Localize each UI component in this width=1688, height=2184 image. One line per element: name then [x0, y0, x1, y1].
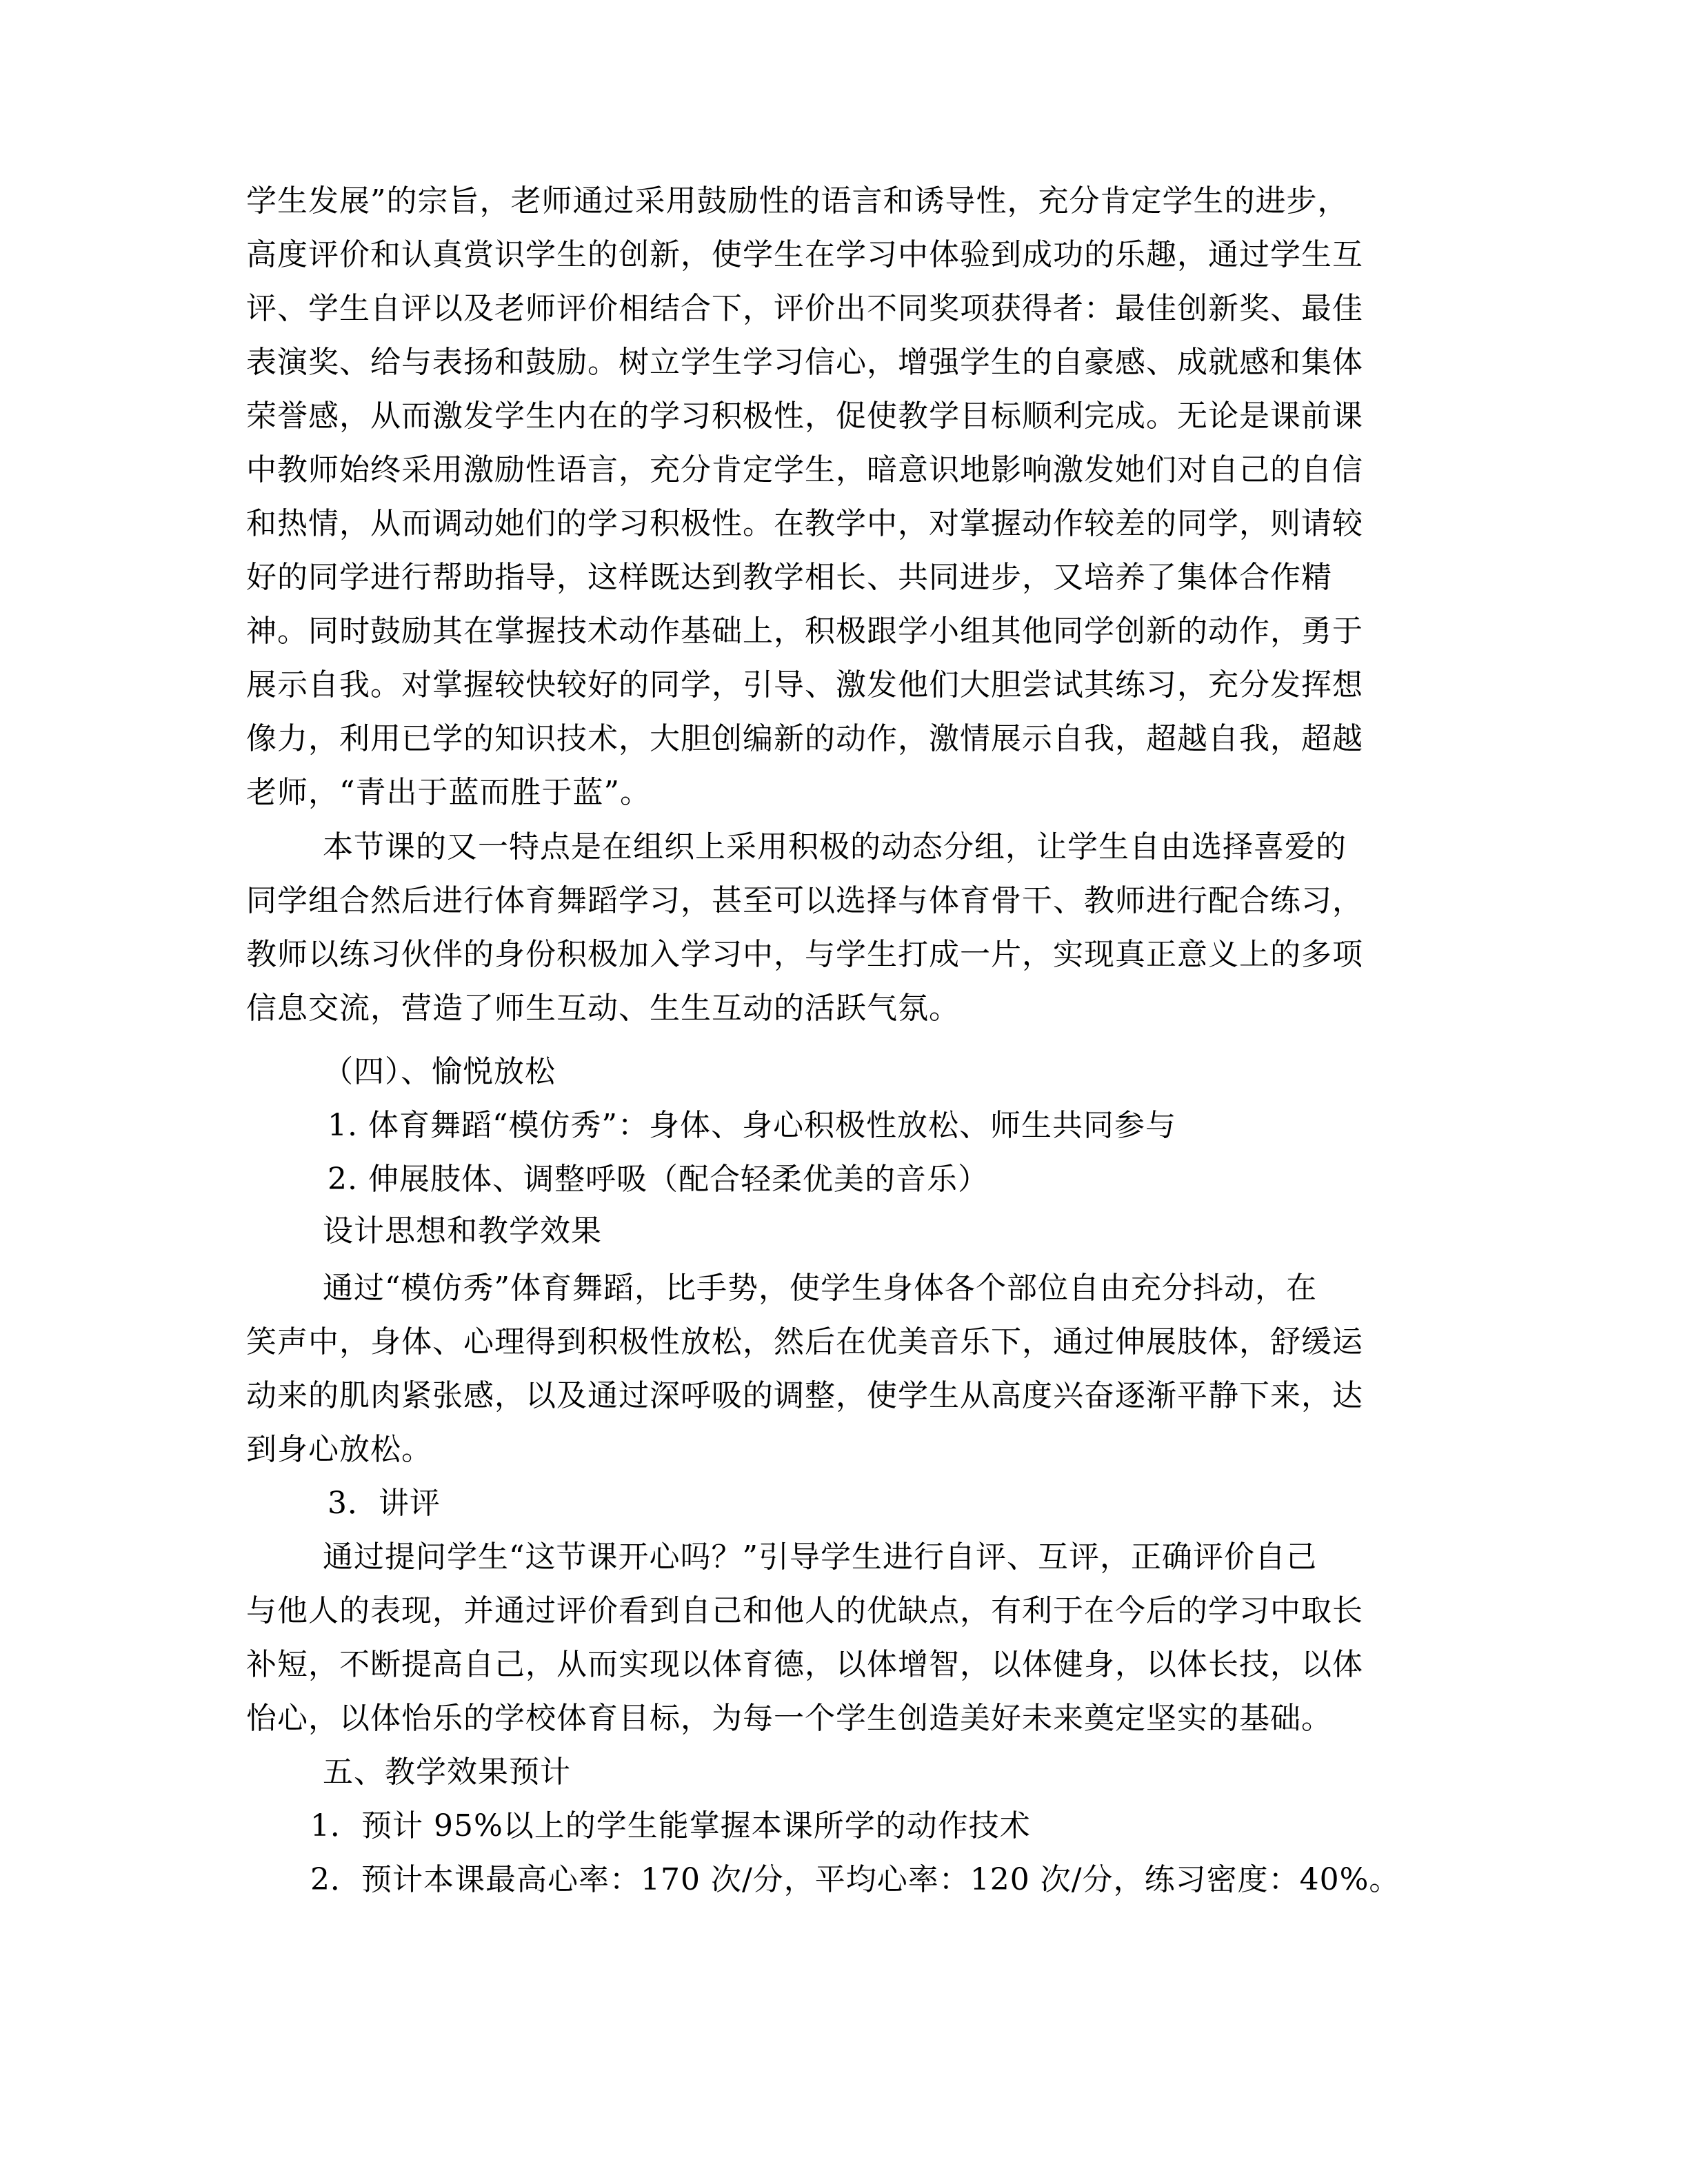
section-heading: （四）、愉悦放松	[323, 1054, 556, 1089]
paragraph-line: 补短，不断提高自己，从而实现以体育德，以体增智，以体健身，以体长技，以体	[246, 1647, 1363, 1682]
paragraph-line: 高度评价和认真赏识学生的创新，使学生在学习中体验到成功的乐趣，通过学生互	[246, 237, 1363, 272]
list-item: 2. 伸展肢体、调整呼吸（配合轻柔优美的音乐）	[328, 1162, 989, 1197]
paragraph-line: 学生发展”的宗旨，老师通过采用鼓励性的语言和诱导性，充分肯定学生的进步，	[246, 183, 1349, 219]
list-item: 2．预计本课最高心率：170 次/分，平均心率：120 次/分，练习密度：40%。	[310, 1862, 1400, 1897]
paragraph-line: 展示自我。对掌握较快较好的同学，引导、激发他们大胆尝试其练习，充分发挥想	[246, 667, 1363, 702]
paragraph-line: 中教师始终采用激励性语言，充分肯定学生，暗意识地影响激发她们对自己的自信	[246, 452, 1363, 487]
subheading: 设计思想和教学效果	[323, 1213, 602, 1248]
paragraph-line: 到身心放松。	[246, 1432, 432, 1467]
section-heading: 五、教学效果预计	[323, 1755, 571, 1790]
list-item: 1. 体育舞蹈“模仿秀”：身体、身心积极性放松、师生共同参与	[328, 1108, 1176, 1143]
paragraph-line: 通过提问学生“这节课开心吗？”引导学生进行自评、互评，正确评价自己	[323, 1539, 1317, 1575]
paragraph-line: 好的同学进行帮助指导，这样既达到教学相长、共同进步，又培养了集体合作精	[246, 560, 1332, 595]
paragraph-line: 老师，“青出于蓝而胜于蓝”。	[246, 775, 651, 810]
paragraph-line: 和热情，从而调动她们的学习积极性。在教学中，对掌握动作较差的同学，则请较	[246, 506, 1363, 541]
paragraph-line: 同学组合然后进行体育舞蹈学习，甚至可以选择与体育骨干、教师进行配合练习，	[246, 883, 1363, 918]
paragraph-line: 表演奖、给与表扬和鼓励。树立学生学习信心，增强学生的自豪感、成就感和集体	[246, 345, 1363, 380]
paragraph-line: 怡心，以体怡乐的学校体育目标，为每一个学生创造美好未来奠定坚实的基础。	[246, 1701, 1332, 1736]
paragraph-line: 神。同时鼓励其在掌握技术动作基础上，积极跟学小组其他同学创新的动作，勇于	[246, 614, 1363, 649]
paragraph-line: 通过“模仿秀”体育舞蹈，比手势，使学生身体各个部位自由充分抖动，在	[323, 1271, 1317, 1306]
paragraph-line: 信息交流，营造了师生互动、生生互动的活跃气氛。	[246, 991, 960, 1026]
paragraph-line: 荣誉感，从而激发学生内在的学习积极性，促使教学目标顺利完成。无论是课前课	[246, 398, 1363, 434]
list-item: 1．预计 95%以上的学生能掌握本课所学的动作技术	[310, 1808, 1031, 1843]
paragraph-line: 动来的肌肉紧张感，以及通过深呼吸的调整，使学生从高度兴奋逐渐平静下来，达	[246, 1378, 1363, 1413]
subheading: 3．讲评	[328, 1486, 441, 1521]
paragraph-line: 笑声中，身体、心理得到积极性放松，然后在优美音乐下，通过伸展肢体，舒缓运	[246, 1324, 1363, 1359]
paragraph-line: 与他人的表现，并通过评价看到自己和他人的优缺点，有利于在今后的学习中取长	[246, 1593, 1363, 1628]
paragraph-line: 教师以练习伙伴的身份积极加入学习中，与学生打成一片，实现真正意义上的多项	[246, 937, 1363, 972]
paragraph-line: 像力，利用已学的知识技术，大胆创编新的动作，激情展示自我，超越自我，超越	[246, 721, 1363, 756]
paragraph-line: 评、学生自评以及老师评价相结合下，评价出不同奖项获得者：最佳创新奖、最佳	[246, 291, 1363, 326]
paragraph-line: 本节课的又一特点是在组织上采用积极的动态分组，让学生自由选择喜爱的	[323, 829, 1347, 865]
